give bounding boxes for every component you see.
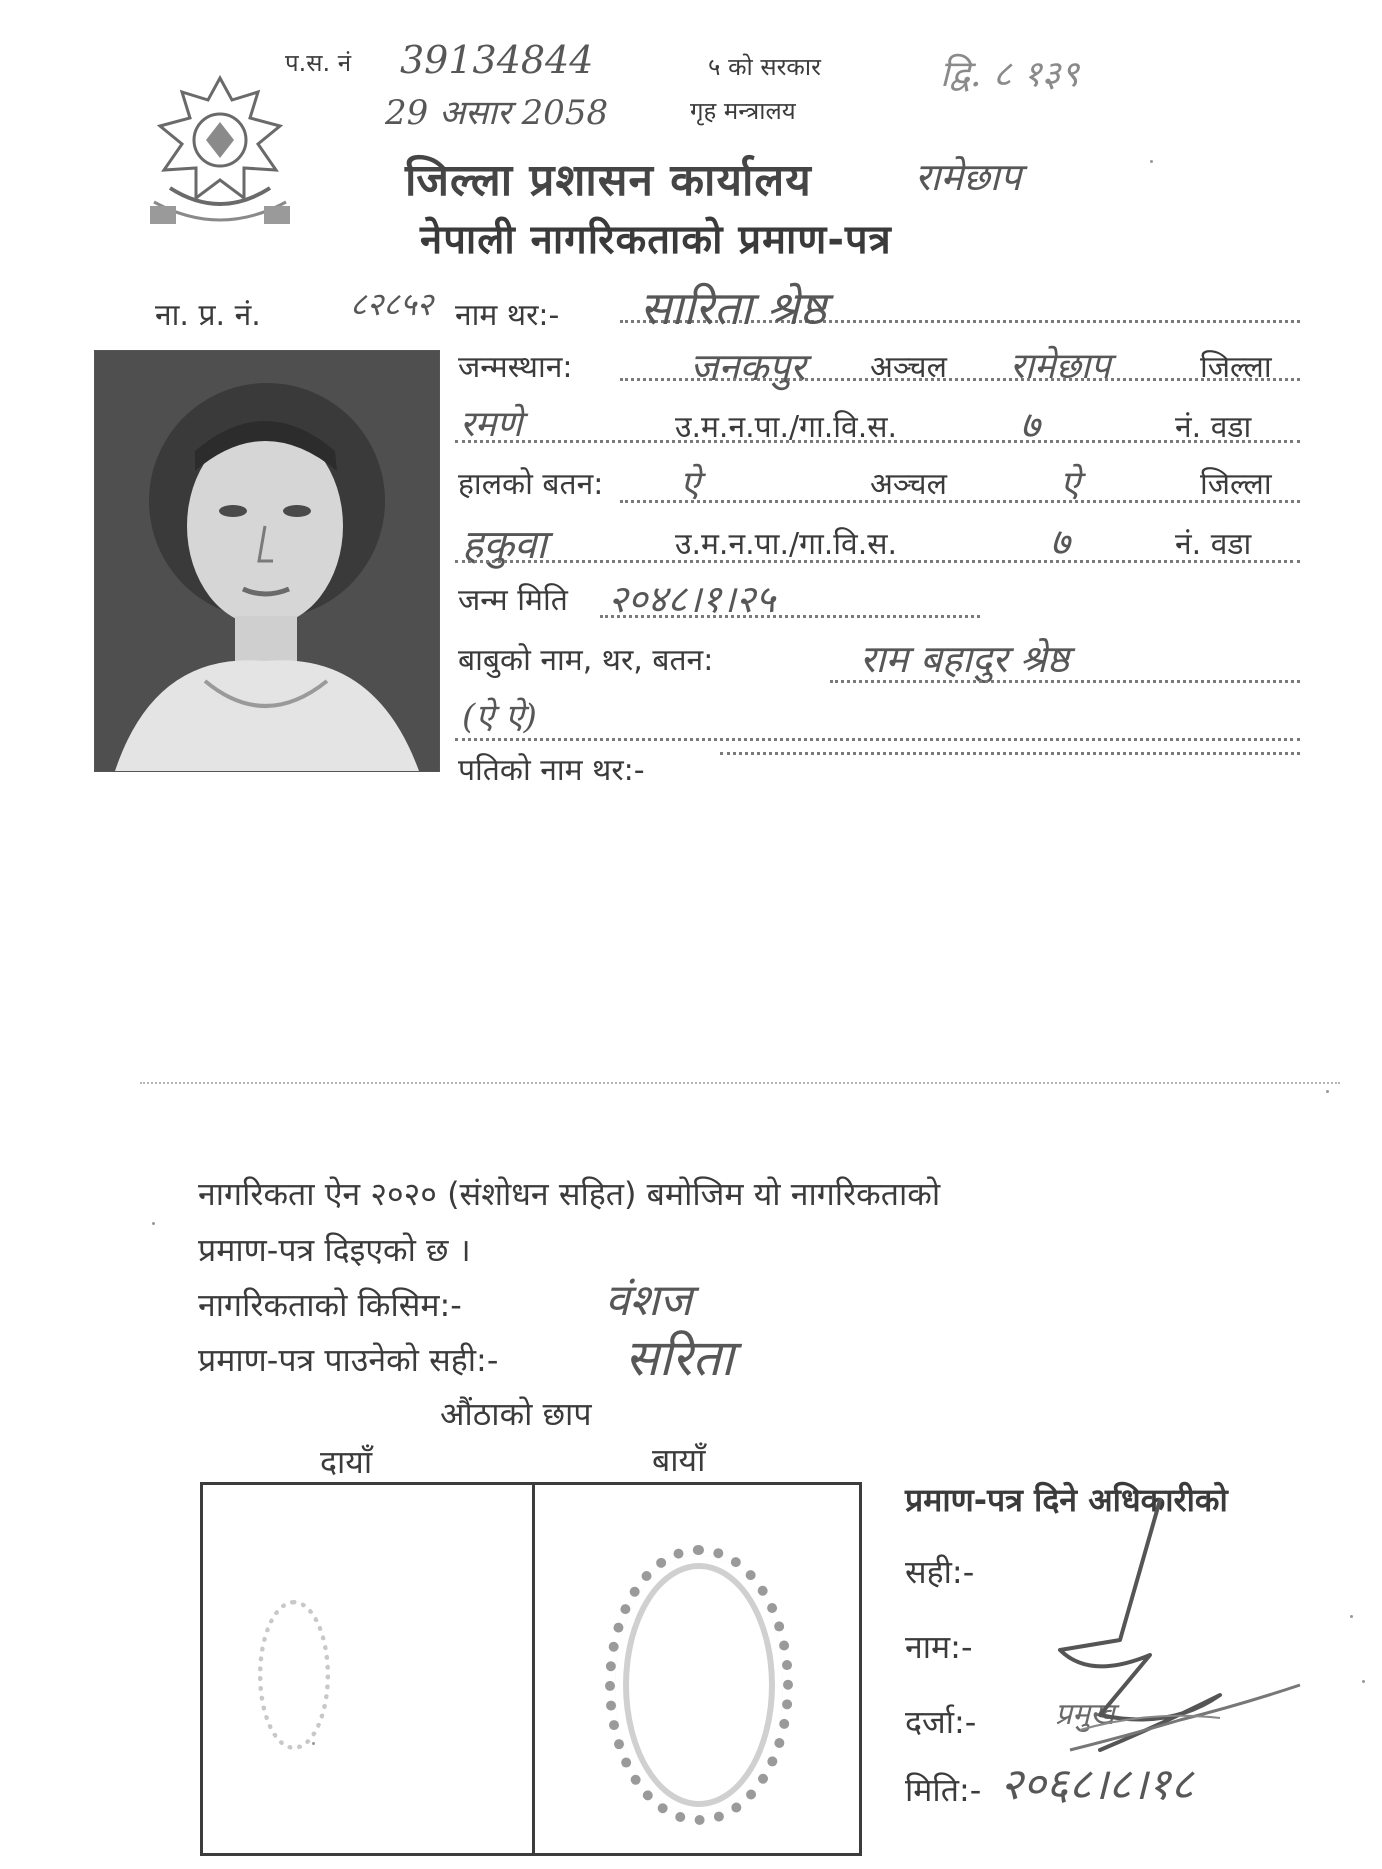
birthplace-dotted-line <box>620 378 1300 381</box>
officer-signature-mark <box>1010 1480 1310 1800</box>
reference-prefix: प.स. नं <box>285 49 352 77</box>
ward-word: नं. वडा <box>1175 410 1252 445</box>
officer-rank-stamp: प्रमुख <box>1055 1697 1115 1732</box>
father-continuation: (ऐ ऐ) <box>462 697 537 737</box>
name-label: नाम थर:- <box>455 298 560 333</box>
left-thumbprint <box>605 1545 793 1825</box>
dob-dotted-line <box>600 615 980 618</box>
ministry-name: गृह मन्त्रालय <box>690 97 796 125</box>
act-statement-line2: प्रमाण-पत्र दिइएको छ । <box>198 1231 471 1269</box>
father-dotted-line <box>830 680 1300 683</box>
officer-signature-label: सही:- <box>905 1553 975 1591</box>
birthplace-district-value: रामेछाप <box>1010 346 1111 387</box>
nepal-emblem-icon <box>140 70 300 230</box>
husband-label: पतिको नाम थर:- <box>458 753 645 788</box>
birthplace-vdc-value: रमणे <box>460 404 523 445</box>
officer-rank-label: दर्जा:- <box>905 1703 977 1741</box>
government-line: ५ को सरकार <box>708 53 821 81</box>
office-district-handwritten: रामेछाप <box>915 155 1022 199</box>
act-statement-line1: नागरिकता ऐन २०२० (संशोधन सहित) बमोजिम यो नागरिकताको <box>198 1175 941 1213</box>
father-value: राम बहादुर श्रेष्ठ <box>860 637 1069 681</box>
zone-word: अञ्चल <box>870 350 947 385</box>
current-ward-word: नं. वडा <box>1175 527 1252 562</box>
scan-speck <box>1150 160 1153 163</box>
current-district-word: जिल्ला <box>1200 467 1272 502</box>
thumbprint-heading: औंठाको छाप <box>440 1395 592 1433</box>
father-continuation-dotted-line <box>455 738 1300 741</box>
holder-signature-value: सरिता <box>625 1329 734 1387</box>
dob-value: २०४८।१।२५ <box>608 577 776 621</box>
certificate-number-label: ना. प्र. नं. <box>155 298 261 333</box>
fold-line <box>140 1082 1340 1084</box>
officer-date-value: २०६८।८।१८ <box>1000 1759 1194 1810</box>
vdc-word: उ.म.न.पा./गा.वि.स. <box>675 410 898 445</box>
current-vdc-dotted-line <box>455 560 1300 563</box>
name-value: सारिता श्रेष्ठ <box>640 281 827 335</box>
birthplace-zone-value: जनकपुर <box>690 345 806 389</box>
current-address-label: हालको बतन: <box>458 467 604 502</box>
certificate-number-value: ८२८५२ <box>350 285 434 323</box>
citizenship-type-value: वंशज <box>605 1275 693 1326</box>
holder-photo <box>94 350 440 772</box>
thumbprint-divider <box>532 1482 535 1853</box>
certificate-title: नेपाली नागरिकताको प्रमाण-पत्र <box>420 217 892 263</box>
officer-name-label: नाम:- <box>905 1628 973 1666</box>
scan-speck <box>312 1742 315 1745</box>
scan-speck <box>1362 1680 1365 1683</box>
current-address-dotted-line <box>620 500 1300 503</box>
reference-number: 39134844 <box>400 38 594 82</box>
birthplace-ward-value: ७ <box>1020 403 1040 447</box>
scan-speck <box>1350 1615 1353 1618</box>
father-label: बाबुको नाम, थर, बतन: <box>458 643 714 678</box>
scan-speck <box>1326 1090 1329 1093</box>
citizenship-type-label: नागरिकताको किसिम:- <box>198 1286 462 1324</box>
right-thumbprint <box>258 1600 330 1750</box>
current-zone-value: ऐ <box>680 464 700 505</box>
current-district-value: ऐ <box>1060 464 1080 505</box>
holder-signature-label: प्रमाण-पत्र पाउनेको सही:- <box>198 1341 499 1379</box>
current-vdc-value: हकुवा <box>462 522 547 568</box>
birthplace-vdc-dotted-line <box>455 440 1300 443</box>
current-vdc-word: उ.म.न.पा./गा.वि.स. <box>675 527 898 562</box>
issuing-officer-heading: प्रमाण-पत्र दिने अधिकारीको <box>905 1481 1228 1519</box>
office-title: जिल्ला प्रशासन कार्यालय <box>405 155 812 206</box>
dob-label: जन्म मिति <box>458 583 568 618</box>
officer-date-label: मिति:- <box>905 1771 982 1809</box>
birthplace-label: जन्मस्थान: <box>458 350 573 385</box>
current-zone-word: अञ्चल <box>870 467 947 502</box>
left-thumb-label: बायाँ <box>652 1441 706 1479</box>
issue-date-handwritten: 29 असार 2058 <box>385 93 609 133</box>
scan-speck <box>152 1222 155 1225</box>
husband-dotted-line <box>720 752 1300 755</box>
district-word: जिल्ला <box>1200 350 1272 385</box>
current-ward-value: ७ <box>1050 520 1070 564</box>
corner-handwritten-note: द्वि. ८ १३९ <box>940 54 1080 95</box>
right-thumb-label: दायाँ <box>320 1443 373 1481</box>
